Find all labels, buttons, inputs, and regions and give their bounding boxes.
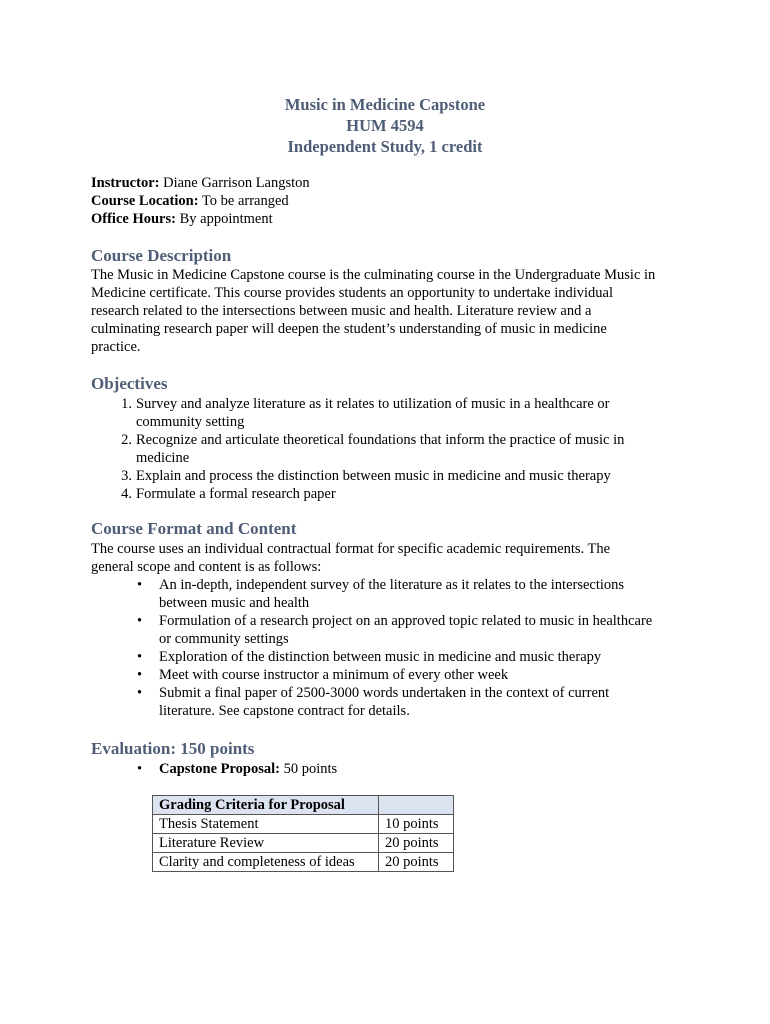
location-line bbox=[91, 192, 310, 210]
format-item bbox=[137, 684, 652, 720]
criteria-cell: Thesis Statement bbox=[153, 815, 379, 834]
bullet-icon: • bbox=[137, 761, 143, 777]
points-cell: 20 points bbox=[379, 834, 454, 853]
evaluation-list bbox=[137, 760, 338, 778]
bullet-icon: • bbox=[137, 613, 143, 629]
format-intro-line: The course uses an individual contractual format for specific academic requirements. The bbox=[91, 541, 611, 557]
format-heading: Course Format and Content bbox=[91, 519, 297, 538]
evaluation-heading: Evaluation: 150 points bbox=[91, 739, 255, 758]
table-row bbox=[153, 815, 454, 834]
format-text: or community settings bbox=[159, 631, 289, 647]
format-text: Meet with course instructor a minimum of every other week bbox=[159, 667, 509, 683]
table-row bbox=[153, 834, 454, 853]
format-text: An in-depth, independent survey of the literature as it relates to the intersections bbox=[159, 577, 625, 593]
points-cell: 10 points bbox=[379, 815, 454, 834]
objective-number: 4. bbox=[121, 486, 132, 502]
proposal-value: 50 points bbox=[283, 761, 338, 777]
table-header-cell: Grading Criteria for Proposal bbox=[153, 796, 379, 815]
points-cell: 20 points bbox=[379, 853, 454, 872]
objectives-list bbox=[121, 395, 625, 503]
format-list bbox=[137, 576, 653, 720]
objective-item bbox=[121, 431, 625, 467]
objective-number: 2. bbox=[121, 432, 132, 448]
format-text: between music and health bbox=[159, 595, 310, 611]
format-item bbox=[137, 612, 653, 648]
criteria-cell: Literature Review bbox=[153, 834, 379, 853]
hours-label: Office Hours: bbox=[91, 211, 176, 227]
description-heading: Course Description bbox=[91, 246, 232, 265]
objective-text: Recognize and articulate theoretical foundations that inform the practice of music in bbox=[136, 432, 625, 448]
proposal-label: Capstone Proposal: bbox=[159, 761, 280, 777]
instructor-line bbox=[91, 174, 310, 192]
table-header-cell bbox=[379, 796, 454, 815]
bullet-icon: • bbox=[137, 667, 143, 683]
description-line: research related to the intersections between music and health. Literature review and a bbox=[91, 303, 592, 319]
objective-number: 1. bbox=[121, 396, 132, 412]
description-line: culminating research paper will deepen the student’s understanding of music in medicine bbox=[91, 321, 607, 337]
location-value: To be arranged bbox=[201, 193, 289, 209]
format-item bbox=[137, 648, 652, 666]
format-item bbox=[137, 576, 652, 612]
format-text: literature. See capstone contract for details. bbox=[159, 703, 410, 719]
instructor-label: Instructor: bbox=[91, 175, 160, 191]
objective-item bbox=[121, 395, 624, 431]
objective-item bbox=[121, 485, 624, 503]
evaluation-item bbox=[137, 760, 338, 778]
format-intro bbox=[91, 540, 691, 576]
table-header-row bbox=[153, 796, 454, 815]
grading-table bbox=[152, 795, 454, 872]
bullet-icon: • bbox=[137, 577, 143, 593]
course-info bbox=[91, 174, 310, 228]
description-line: practice. bbox=[91, 339, 141, 355]
description-paragraph bbox=[91, 266, 691, 356]
course-code: HUM 4594 bbox=[346, 116, 424, 135]
objective-number: 3. bbox=[121, 468, 132, 484]
format-text: Submit a final paper of 2500-3000 words undertaken in the context of current bbox=[159, 685, 610, 701]
table-row bbox=[153, 853, 454, 872]
bullet-icon: • bbox=[137, 685, 143, 701]
course-subtitle: Independent Study, 1 credit bbox=[287, 137, 483, 156]
objective-text: community setting bbox=[136, 414, 245, 430]
objective-text: Survey and analyze literature as it relates to utilization of music in a healthcare or bbox=[136, 396, 610, 412]
hours-line bbox=[91, 210, 310, 228]
location-label: Course Location: bbox=[91, 193, 199, 209]
objective-text: medicine bbox=[136, 450, 190, 466]
format-intro-line: general scope and content is as follows: bbox=[91, 559, 322, 575]
description-line: Medicine certificate. This course provides students an opportunity to undertake individual bbox=[91, 285, 613, 301]
format-text: Exploration of the distinction between music in medicine and music therapy bbox=[159, 649, 602, 665]
objective-item bbox=[121, 467, 624, 485]
objective-text: Explain and process the distinction between music in medicine and music therapy bbox=[136, 468, 611, 484]
format-text: Formulation of a research project on an approved topic related to music in healthcare bbox=[159, 613, 653, 629]
course-title: Music in Medicine Capstone bbox=[284, 95, 486, 114]
title-block bbox=[0, 94, 770, 157]
objectives-heading: Objectives bbox=[91, 374, 168, 393]
format-item bbox=[137, 666, 652, 684]
description-line: The Music in Medicine Capstone course is the culminating course in the Undergraduate Music in bbox=[91, 267, 656, 283]
hours-value: By appointment bbox=[179, 211, 273, 227]
instructor-value: Diane Garrison Langston bbox=[163, 175, 310, 191]
criteria-cell: Clarity and completeness of ideas bbox=[153, 853, 379, 872]
objective-text: Formulate a formal research paper bbox=[136, 486, 336, 502]
bullet-icon: • bbox=[137, 649, 143, 665]
